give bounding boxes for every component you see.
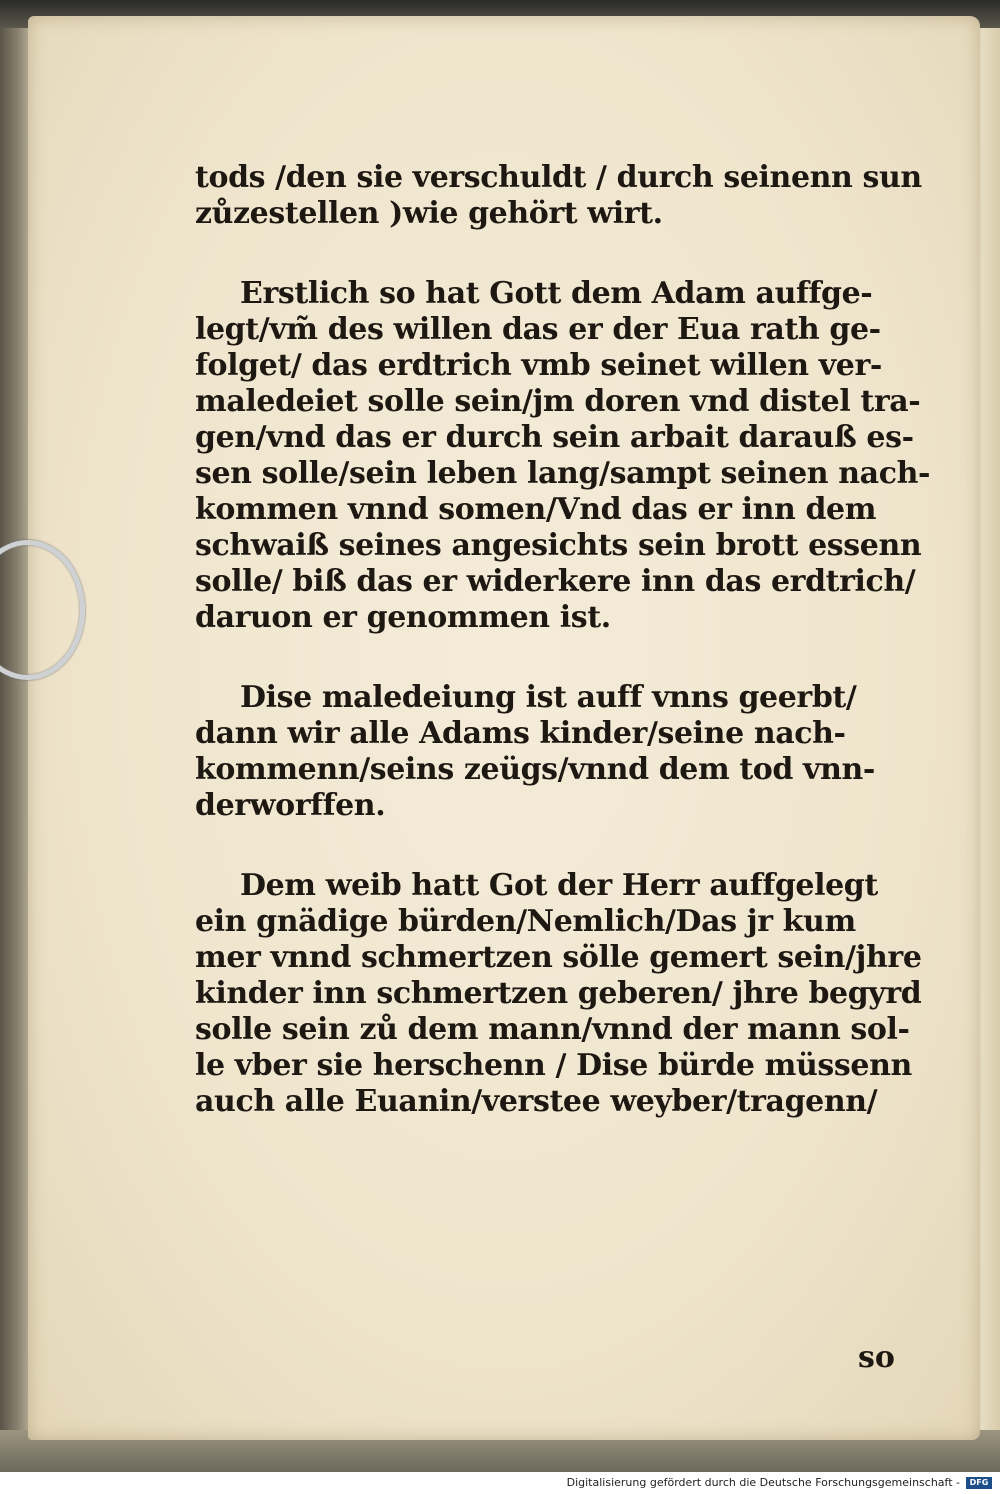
text-line: derworffen. — [195, 788, 386, 823]
text-line: maledeiet solle sein/jm doren vnd distel tra- — [195, 384, 921, 419]
text-line: kinder inn schmertzen geberen/ jhre begyrd — [195, 976, 922, 1011]
text-line: tods /den sie verschuldt / durch seinenn sun — [195, 160, 922, 195]
text-line: ein gnädige bürden/Nemlich/Das jr kum — [195, 904, 856, 939]
text-line: schwaiß seines angesichts sein brott essenn — [195, 528, 922, 563]
text-line: kommenn/seins zeügs/vnnd dem tod vnn- — [195, 752, 875, 787]
text-line: solle sein zů dem mann/vnnd der mann sol- — [195, 1012, 910, 1047]
text-line: legt/vm̃ des willen das er der Eua rath ge- — [195, 312, 881, 347]
text-line: kommen vnnd somen/Vnd das er inn dem — [195, 492, 877, 527]
text-line: Dem weib hatt Got der Herr auffgelegt — [240, 868, 878, 903]
page-text — [195, 160, 931, 1164]
text-line: le vber sie herschenn / Dise bürde müssenn — [195, 1048, 912, 1083]
text-line: dann wir alle Adams kinder/seine nach- — [195, 716, 846, 751]
dfg-logo-icon[interactable]: DFG — [966, 1477, 992, 1489]
text-line: sen solle/sein leben lang/sampt seinen nach- — [195, 456, 931, 491]
paragraph-2 — [195, 276, 931, 636]
catchword: so — [858, 1340, 895, 1375]
paragraph-3 — [195, 680, 915, 824]
paragraph-4 — [195, 868, 922, 1120]
text-line: solle/ biß das er widerkere inn das erdtrich/ — [195, 564, 916, 599]
text-line: Erstlich so hat Gott dem Adam auffge- — [240, 276, 873, 311]
text-line: zůzestellen )wie gehört wirt. — [195, 196, 663, 231]
text-line: gen/vnd das er durch sein arbait darauß es- — [195, 420, 914, 455]
footer-bar — [0, 1472, 1000, 1494]
text-line: Dise maledeiung ist auff vnns geerbt/ — [240, 680, 857, 715]
paragraph-1 — [195, 160, 922, 232]
text-line: folget/ das erdtrich vmb seinet willen ver- — [195, 348, 882, 383]
text-line: auch alle Euanin/verstee weyber/tragenn/ — [195, 1084, 878, 1119]
text-line: mer vnnd schmertzen sölle gemert sein/jhre — [195, 940, 922, 975]
text-line: daruon er genommen ist. — [195, 600, 611, 635]
left-page-edge — [0, 0, 30, 1472]
funding-note: Digitalisierung gefördert durch die Deutsche Forschungsgemeinschaft - — [566, 1476, 960, 1489]
